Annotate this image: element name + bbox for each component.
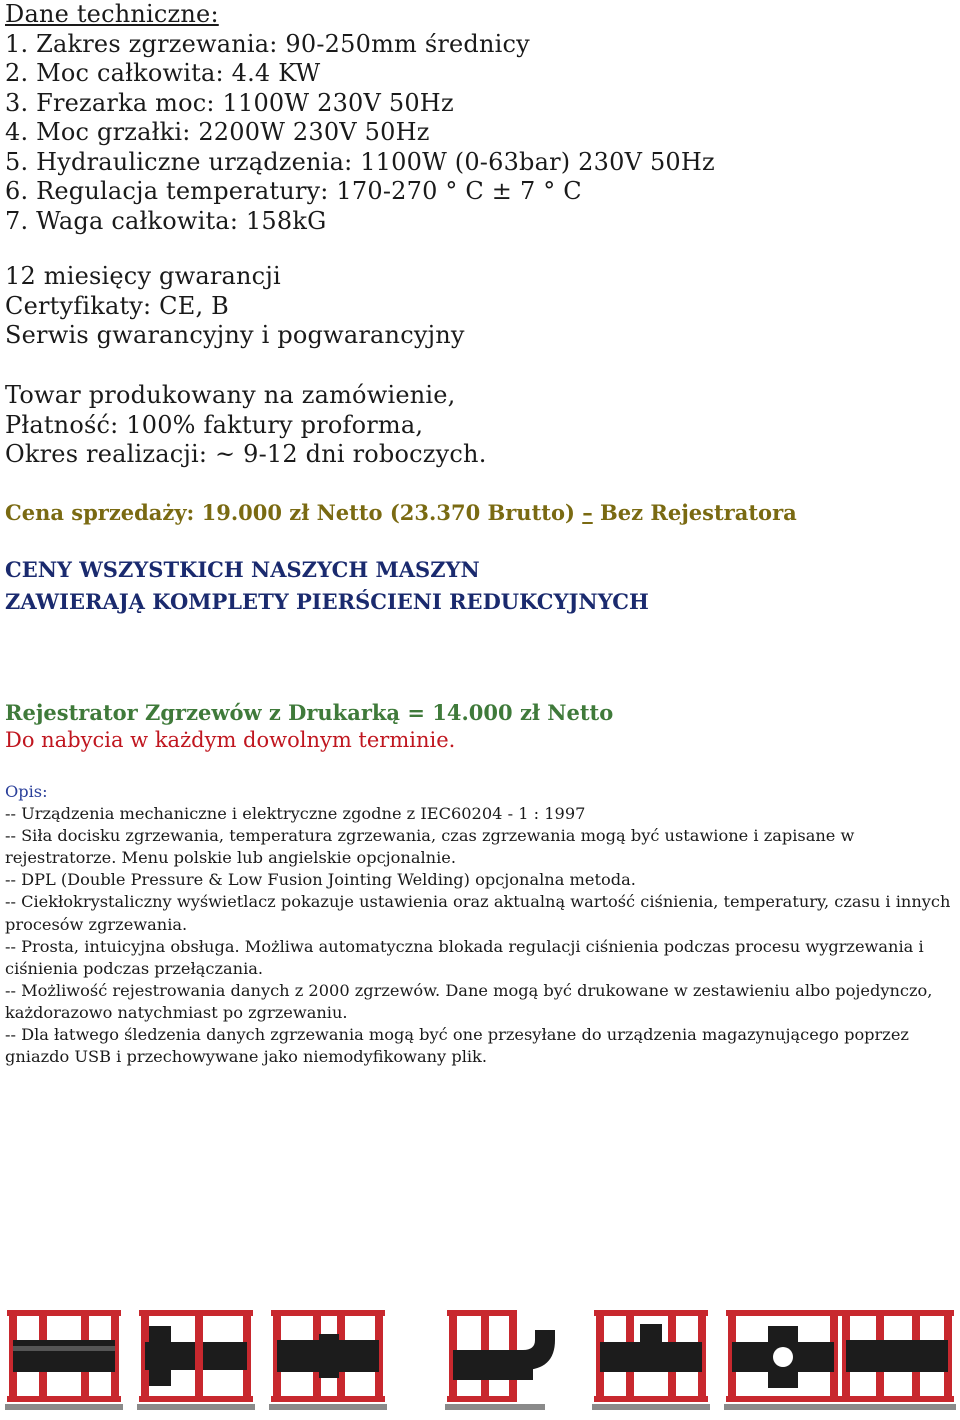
prices-note-line: ZAWIERAJĄ KOMPLETY PIERŚCIENI REDUKCYJNYCH <box>5 589 649 614</box>
machine-image-flange <box>135 1300 257 1412</box>
machine-image-straight-pipe <box>3 1300 125 1412</box>
technical-spec <box>5 0 715 236</box>
spec-item: 7. Waga całkowita: 158kG <box>5 206 327 235</box>
description-item: -- Możliwość rejestrowania danych z 2000 zgrzewów. Dane mogą być drukowane w zestawieniu albo pojedynczo, każdorazowo natychmiast po zgrzewaniu. <box>5 980 933 1022</box>
spec-item: 1. Zakres zgrzewania: 90-250mm średnicy <box>5 29 530 58</box>
description-item: -- Ciekłokrystaliczny wyświetlacz pokazuje ustawienia oraz aktualną wartość ciśnienia, temperatury, czasu i innych procesów zgrzewania. <box>5 892 951 934</box>
spec-item: 6. Regulacja temperatury: 170-270 ° C ± 7 ° C <box>5 177 582 205</box>
order-line: Towar produkowany na zamówienie, <box>5 381 456 409</box>
machine-image-sleeve <box>267 1300 389 1412</box>
order-block <box>5 381 487 470</box>
machine-image-tee <box>590 1300 712 1412</box>
description <box>5 781 957 1068</box>
spec-item: 4. Moc grzałki: 2200W 230V 50Hz <box>5 118 430 146</box>
description-label: Opis: <box>5 782 48 801</box>
prices-note-line: CENY WSZYSTKICH NASZYCH MASZYN <box>5 557 480 582</box>
sale-price <box>5 500 797 525</box>
order-line: Płatność: 100% faktury proforma, <box>5 410 424 439</box>
description-item: -- Urządzenia mechaniczne i elektryczne zgodne z IEC60204 - 1 : 1997 <box>5 804 586 824</box>
description-item: -- Dla łatwego śledzenia danych zgrzewania mogą być one przesyłane do urządzenia magazynującego poprzez gniazdo USB i przechowywane jako niemodyfikowany plik. <box>5 1025 909 1067</box>
description-item: -- Prosta, intuicyjna obsługa. Możliwa automatyczna blokada regulacji ciśnienia podczas procesu wygrzewania i ciśnienia podczas przełączania. <box>5 936 924 978</box>
sale-price-note: Bez Rejestratora <box>592 500 797 525</box>
sale-price-main: Cena sprzedaży: 19.000 zł Netto (23.370 Brutto) <box>5 500 583 525</box>
machine-images-strip <box>0 1300 960 1412</box>
recorder-availability: Do nabycia w każdym dowolnym terminie. <box>5 728 456 752</box>
machine-image-long-pipe <box>836 1300 958 1412</box>
warranty-line: Serwis gwarancyjny i pogwarancyjny <box>5 321 465 349</box>
warranty-block <box>5 262 465 351</box>
description-item: -- Siła docisku zgrzewania, temperatura zgrzewania, czas zgrzewania mogą być ustawione i zapisane w rejestratorze. Menu polskie lub angielskie opcjonalnie. <box>5 826 855 868</box>
prices-note <box>5 554 649 618</box>
spec-item: 3. Frezarka moc: 1100W 230V 50Hz <box>5 88 454 117</box>
spec-item: 2. Moc całkowita: 4.4 KW <box>5 59 321 87</box>
warranty-line: 12 miesięcy gwarancji <box>5 262 281 290</box>
order-line: Okres realizacji: ~ 9-12 dni roboczych. <box>5 440 487 468</box>
recorder-price: Rejestrator Zgrzewów z Drukarką = 14.000 zł Netto <box>5 700 614 725</box>
spec-item: 5. Hydrauliczne urządzenia: 1100W (0-63bar) 230V 50Hz <box>5 147 715 176</box>
machine-image-elbow <box>443 1300 565 1412</box>
spec-header: Dane techniczne: <box>5 0 219 28</box>
warranty-line: Certyfikaty: CE, B <box>5 291 229 320</box>
sale-price-dash: – <box>582 500 593 525</box>
machine-image-tee-cross <box>722 1300 844 1412</box>
description-item: -- DPL (Double Pressure & Low Fusion Jointing Welding) opcjonalna metoda. <box>5 870 636 890</box>
